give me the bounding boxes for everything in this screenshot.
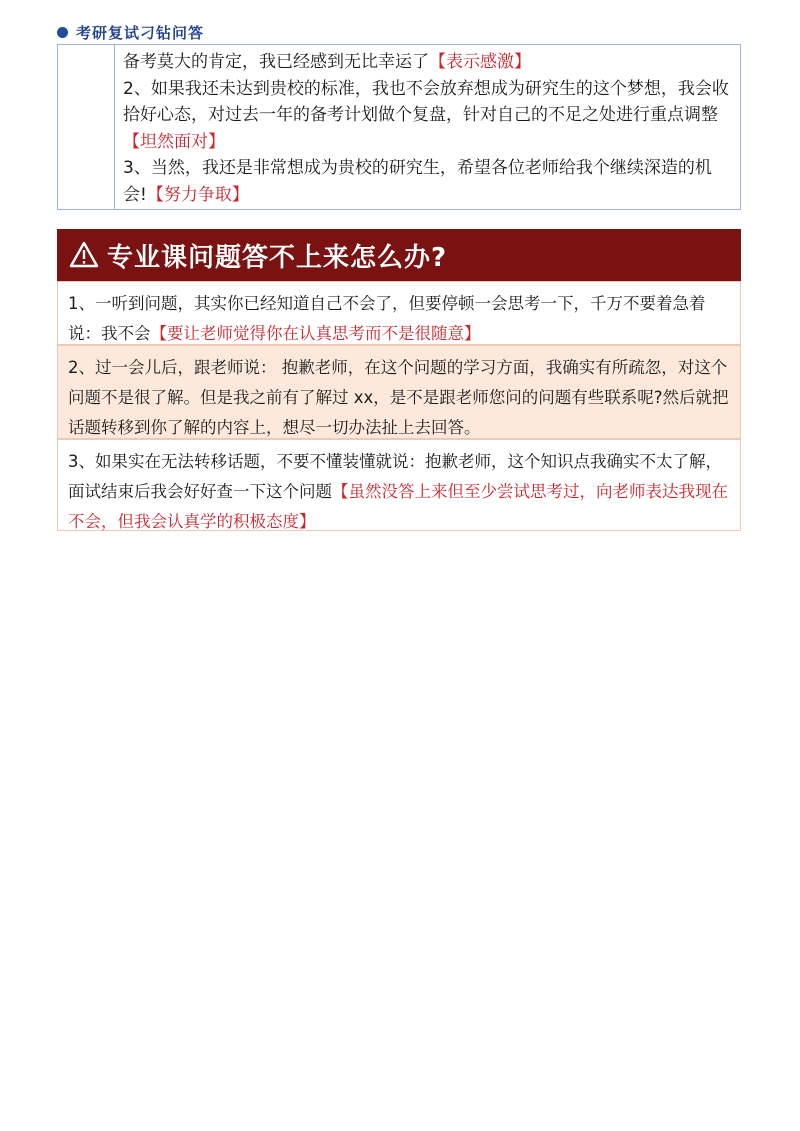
table-left-column <box>58 45 115 209</box>
page-header <box>57 20 204 44</box>
tag-label: 【要让老师觉得你在认真思考而不是很随意】 <box>150 324 481 343</box>
answer-line-3: 3、当然，我还是非常想成为贵校的研究生，希望各位老师给我个继续深造的机会!【努力争取】 <box>123 158 712 205</box>
bullet-dot-icon <box>57 27 68 38</box>
answer-line-2: 2、如果我还未达到贵校的标准，我也不会放弃想成为研究生的这个梦想，我会收拾好心态，对过去一年的备考计划做个复盘，针对自己的不足之处进行重点调整【坦然面对】 <box>123 78 729 152</box>
answer-line-1: 备考莫大的肯定，我已经感到无比幸运了【表示感激】 <box>123 52 531 72</box>
list-item: 2、过一会儿后，跟老师说： 抱歉老师，在这个问题的学习方面，我确实有所疏忽，对这个问题不是很了解。但是我之前有了解过 xx，是不是跟老师您问的问题有些联系呢?然后就把话题转移到你了解的内容上，想尽一切办法扯上去回答。 <box>57 345 741 439</box>
table-answer-cell <box>115 45 740 209</box>
list-item: 3、如果实在无法转移话题，不要不懂装懂就说：抱歉老师，这个知识点我确实不太了解，面试结束后我会好好查一下这个问题【虽然没答上来但至少尝试思考过，向老师表达我现在不会，但我会认真学的积极态度】 <box>57 439 741 531</box>
page-header-title: 考研复试刁钻问答 <box>76 23 205 42</box>
section-banner <box>57 229 741 281</box>
tag-label: 【坦然面对】 <box>123 131 225 152</box>
tag-label: 【努力争取】 <box>146 184 249 205</box>
list-item: 1、一听到问题，其实你已经知道自己不会了，但要停顿一会思考一下，千万不要着急着说：我不会【要让老师觉得你在认真思考而不是很随意】 <box>57 281 741 345</box>
tag-label: 【虽然没答上来但至少尝试思考过，向老师表达我现在不会，但我会认真学的积极态度】 <box>68 482 728 531</box>
tag-label: 【表示感激】 <box>429 52 531 72</box>
answer-table <box>57 44 741 210</box>
warning-icon <box>69 240 99 270</box>
section-title: 专业课问题答不上来怎么办? <box>107 242 448 273</box>
